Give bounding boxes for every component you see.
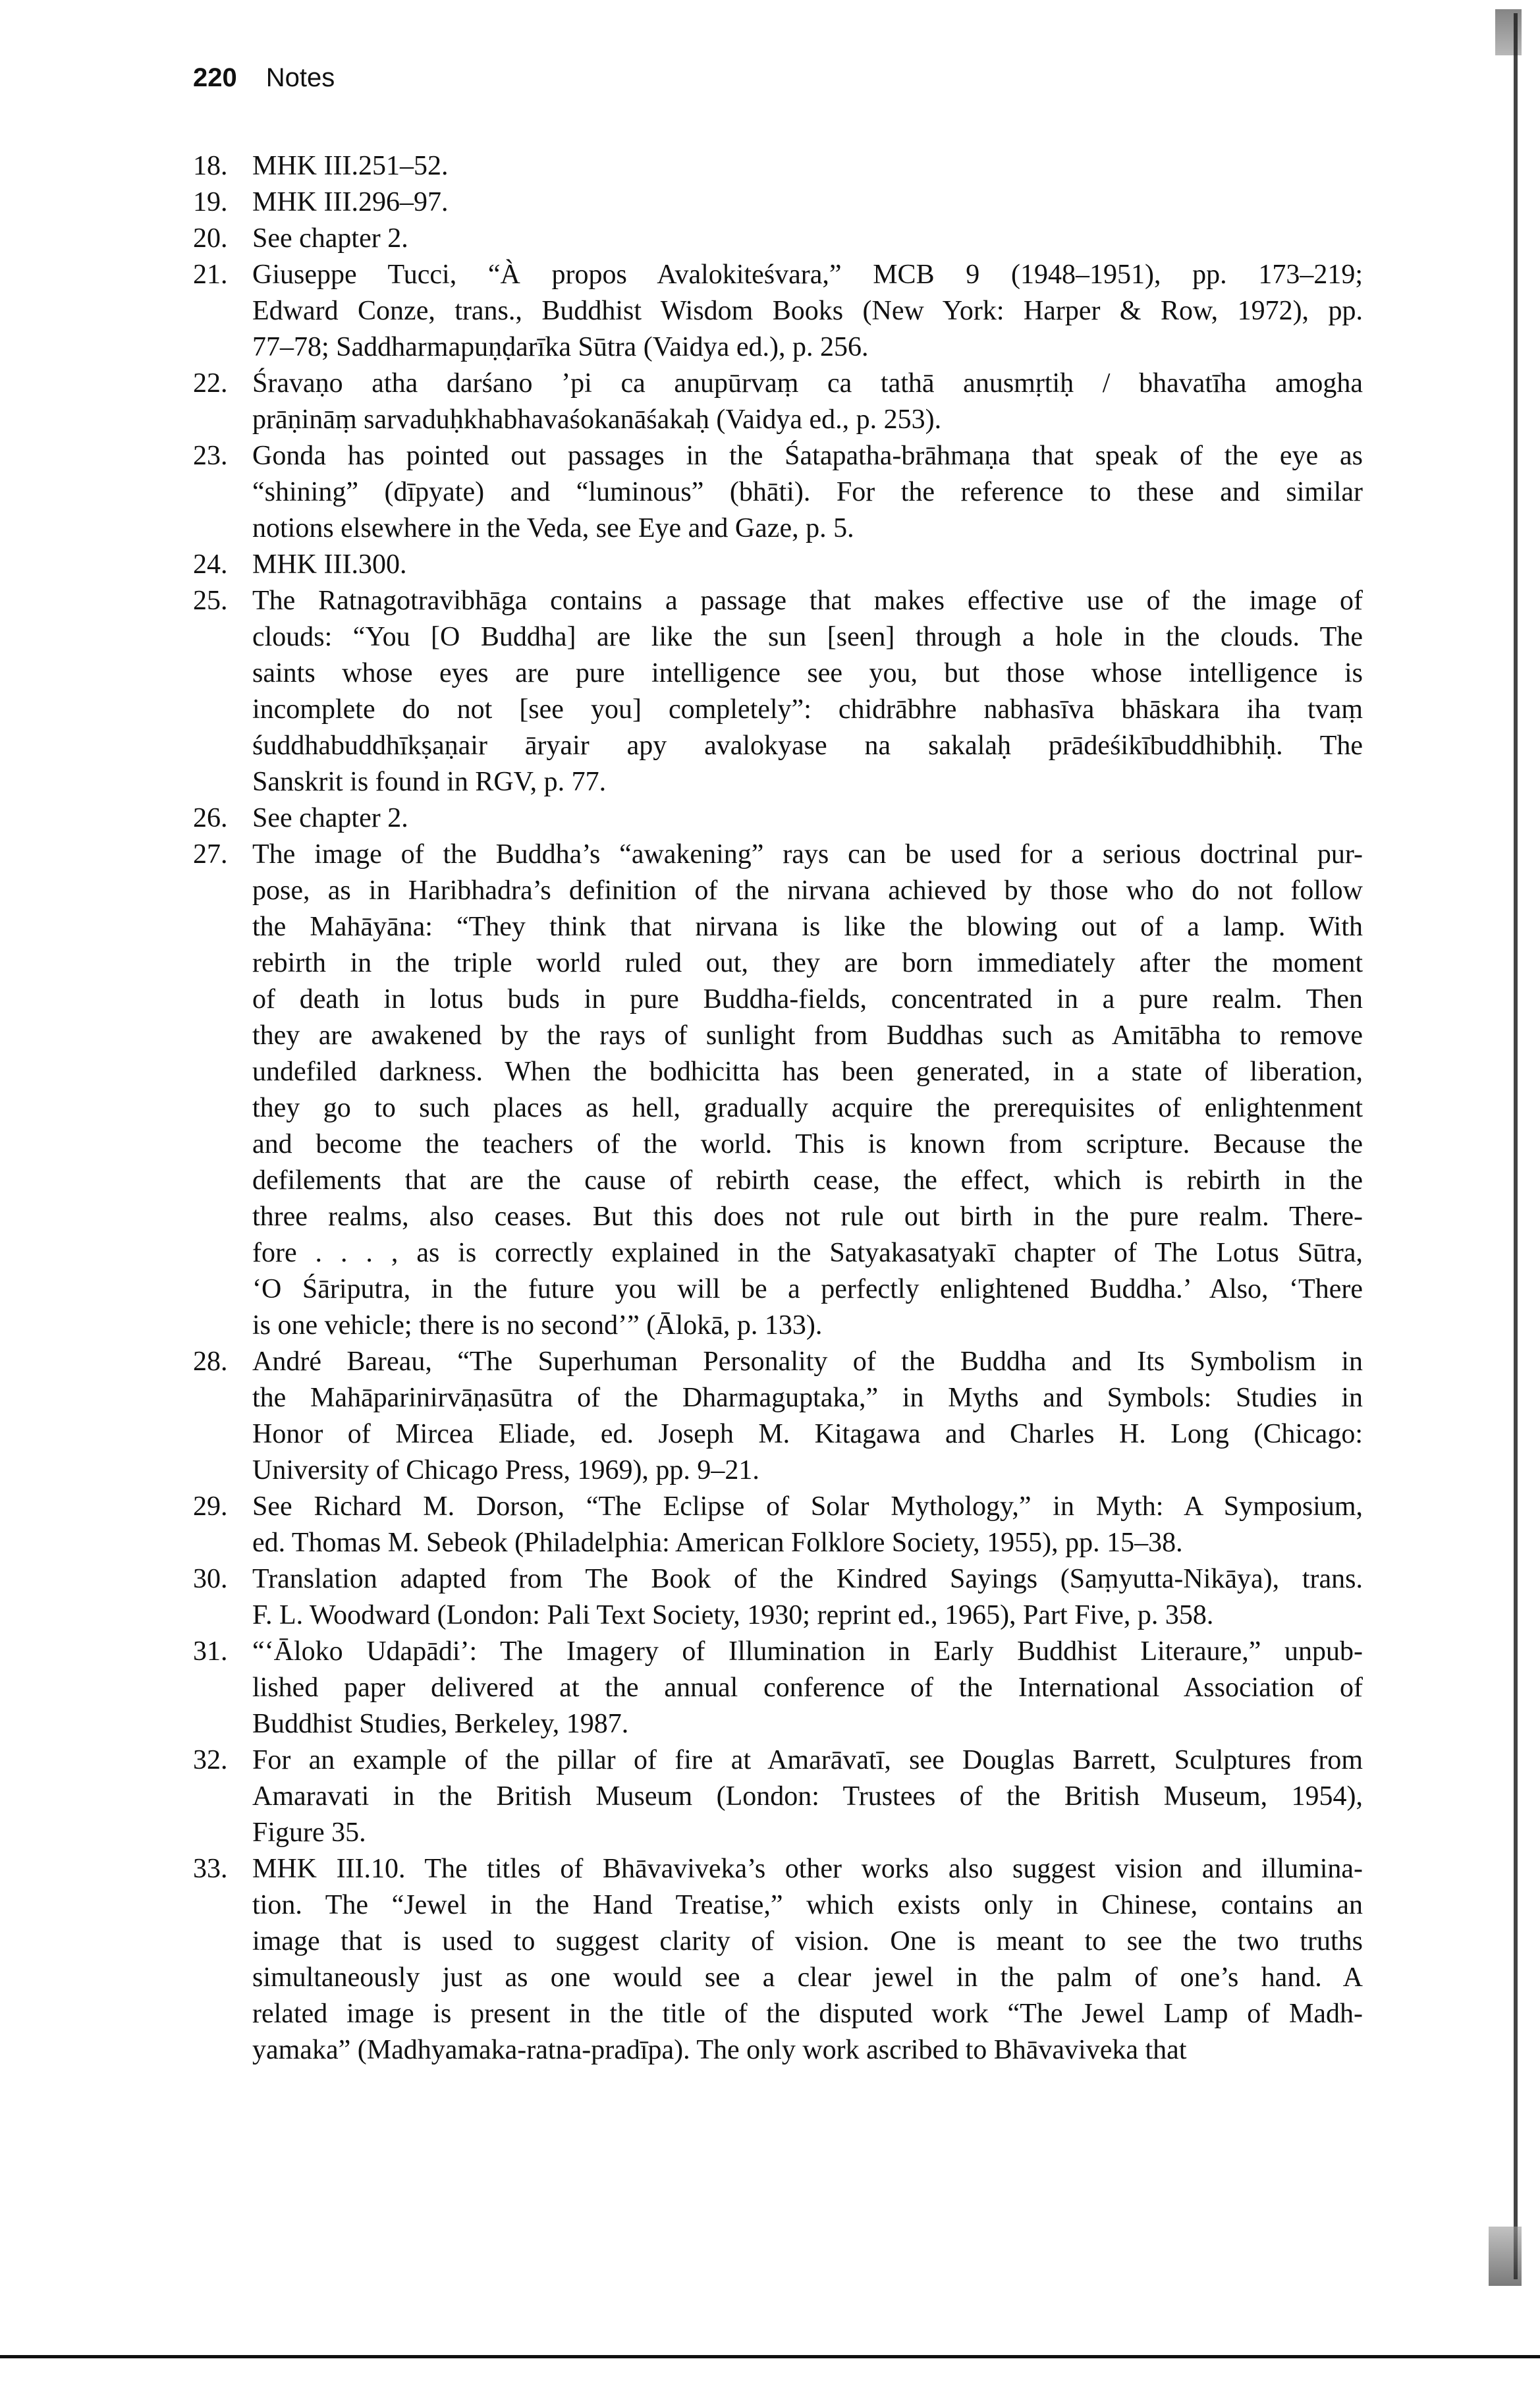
note-item xyxy=(0,1634,1540,1742)
note-text xyxy=(252,221,1363,257)
note-text xyxy=(252,1634,1363,1742)
note-number: 33. xyxy=(193,1854,228,1884)
note-number: 21. xyxy=(193,260,228,290)
note-line: they go to such places as hell, gradually acquire the prerequisites of enlightenment xyxy=(252,1093,1363,1123)
note-line: MHK III.296–97. xyxy=(252,187,449,217)
note-line: “shining” (dīpyate) and “luminous” (bhāti). For the reference to these and similar xyxy=(252,477,1363,507)
running-title: Notes xyxy=(265,63,335,92)
note-number: 24. xyxy=(193,549,228,580)
note-item xyxy=(0,1561,1540,1634)
note-item xyxy=(0,184,1540,221)
note-text xyxy=(252,583,1363,800)
note-line: Buddhist Studies, Berkeley, 1987. xyxy=(252,1709,629,1739)
note-item xyxy=(0,1489,1540,1561)
note-line: Śravaṇo atha darśano ’pi ca anupūrvaṃ ca tathā anusmṛtiḥ / bhavatīha amogha xyxy=(252,368,1363,399)
note-line: lished paper delivered at the annual conference of the International Association of xyxy=(252,1673,1363,1703)
note-line: “‘Āloko Udapādi’: The Imagery of Illumination in Early Buddhist Literaure,” unpub- xyxy=(252,1636,1363,1667)
note-number: 23. xyxy=(193,441,228,471)
note-item xyxy=(0,1851,1540,2068)
note-line: MHK III.10. The titles of Bhāvaviveka’s other works also suggest vision and illumina- xyxy=(252,1854,1363,1884)
note-number: 28. xyxy=(193,1346,228,1377)
note-line: saints whose eyes are pure intelligence see you, but those whose intelligence is xyxy=(252,658,1363,688)
scan-bottom-edge xyxy=(0,2355,1540,2358)
note-item xyxy=(0,583,1540,800)
note-line: the Mahāparinirvāṇasūtra of the Dharmaguptaka,” in Myths and Symbols: Studies in xyxy=(252,1383,1363,1413)
note-line: André Bareau, “The Superhuman Personality of the Buddha and Its Symbolism in xyxy=(252,1346,1363,1377)
note-item xyxy=(0,1742,1540,1851)
note-number: 32. xyxy=(193,1745,228,1775)
note-line: incomplete do not [see you] completely”: chidrābhre nabhasīva bhāskara iha tvaṃ xyxy=(252,694,1363,725)
note-line: rebirth in the triple world ruled out, they are born immediately after the moment xyxy=(252,948,1363,978)
note-line: See Richard M. Dorson, “The Eclipse of Solar Mythology,” in Myth: A Symposium, xyxy=(252,1491,1363,1522)
page-number: 220 xyxy=(193,63,237,92)
note-line: The image of the Buddha’s “awakening” rays can be used for a serious doctrinal pur- xyxy=(252,839,1363,870)
note-line: Giuseppe Tucci, “À propos Avalokiteśvara,” MCB 9 (1948–1951), pp. 173–219; xyxy=(252,260,1363,290)
note-line: three realms, also ceases. But this does not rule out birth in the pure realm. There- xyxy=(252,1202,1363,1232)
note-number: 20. xyxy=(193,223,228,254)
note-text xyxy=(252,837,1363,1344)
note-line: image that is used to suggest clarity of vision. One is meant to see the two truths xyxy=(252,1926,1363,1956)
note-line: of death in lotus buds in pure Buddha-fields, concentrated in a pure realm. Then xyxy=(252,984,1363,1014)
note-line: Figure 35. xyxy=(252,1817,366,1848)
note-line: ed. Thomas M. Sebeok (Philadelphia: American Folklore Society, 1955), pp. 15–38. xyxy=(252,1528,1183,1558)
note-line: undefiled darkness. When the bodhicitta has been generated, in a state of liberation, xyxy=(252,1057,1363,1087)
note-line: See chapter 2. xyxy=(252,803,408,833)
note-text xyxy=(252,438,1363,547)
note-line: they are awakened by the rays of sunlight from Buddhas such as Amitābha to remove xyxy=(252,1020,1363,1051)
note-line: śuddhabuddhīkṣaṇair āryair apy avalokyase na sakalaḥ prādeśikībuddhibhiḥ. The xyxy=(252,731,1363,761)
note-text xyxy=(252,148,1363,184)
note-number: 18. xyxy=(193,151,228,181)
note-line: Translation adapted from The Book of the Kindred Sayings (Saṃyutta-Nikāya), trans. xyxy=(252,1564,1363,1594)
note-text xyxy=(252,547,1363,583)
note-item xyxy=(0,148,1540,184)
note-number: 19. xyxy=(193,187,228,217)
note-item xyxy=(0,438,1540,547)
note-line: For an example of the pillar of fire at Amarāvatī, see Douglas Barrett, Sculptures from xyxy=(252,1745,1363,1775)
note-number: 29. xyxy=(193,1491,228,1522)
note-item xyxy=(0,800,1540,837)
note-text xyxy=(252,800,1363,837)
note-line: clouds: “You [O Buddha] are like the sun [seen] through a hole in the clouds. The xyxy=(252,622,1363,652)
note-line: 77–78; Saddharmapuṇḍarīka Sūtra (Vaidya ed.), p. 256. xyxy=(252,332,869,362)
note-line: related image is present in the title of the disputed work “The Jewel Lamp of Madh- xyxy=(252,1999,1363,2029)
note-line: Amaravati in the British Museum (London: Trustees of the British Museum, 1954), xyxy=(252,1781,1363,1812)
note-line: Edward Conze, trans., Buddhist Wisdom Books (New York: Harper & Row, 1972), pp. xyxy=(252,296,1363,326)
note-item xyxy=(0,547,1540,583)
note-number: 30. xyxy=(193,1564,228,1594)
note-line: See chapter 2. xyxy=(252,223,408,254)
note-item xyxy=(0,366,1540,438)
note-number: 31. xyxy=(193,1636,228,1667)
running-header xyxy=(193,63,335,103)
note-line: University of Chicago Press, 1969), pp. 9–21. xyxy=(252,1455,759,1485)
note-line: MHK III.300. xyxy=(252,549,407,580)
note-line: Sanskrit is found in RGV, p. 77. xyxy=(252,767,607,797)
note-text xyxy=(252,1561,1363,1634)
note-text xyxy=(252,1489,1363,1561)
note-text xyxy=(252,1742,1363,1851)
note-text xyxy=(252,366,1363,438)
note-number: 27. xyxy=(193,839,228,870)
note-text xyxy=(252,184,1363,221)
note-number: 25. xyxy=(193,586,228,616)
note-text xyxy=(252,257,1363,366)
note-line: fore . . . , as is correctly explained in the Satyakasatyakī chapter of The Lotus Sūtra, xyxy=(252,1238,1363,1268)
note-line: F. L. Woodward (London: Pali Text Society, 1930; reprint ed., 1965), Part Five, p. 358. xyxy=(252,1600,1214,1630)
note-item xyxy=(0,221,1540,257)
note-item xyxy=(0,257,1540,366)
scan-edge-line xyxy=(1514,13,1518,2279)
note-text xyxy=(252,1344,1363,1489)
scan-edge-mark-top xyxy=(1495,9,1522,55)
note-line: The Ratnagotravibhāga contains a passage that makes effective use of the image of xyxy=(252,586,1363,616)
note-line: Gonda has pointed out passages in the Śatapatha-brāhmaṇa that speak of the eye as xyxy=(252,441,1363,471)
note-line: defilements that are the cause of rebirth cease, the effect, which is rebirth in the xyxy=(252,1165,1363,1196)
note-number: 22. xyxy=(193,368,228,399)
note-line: MHK III.251–52. xyxy=(252,151,449,181)
note-line: is one vehicle; there is no second’” (Ālokā, p. 133). xyxy=(252,1310,823,1341)
note-line: yamaka” (Madhyamaka-ratna-pradīpa). The only work ascribed to Bhāvaviveka that xyxy=(252,2035,1187,2065)
note-item xyxy=(0,1344,1540,1489)
note-line: Honor of Mircea Eliade, ed. Joseph M. Kitagawa and Charles H. Long (Chicago: xyxy=(252,1419,1363,1449)
note-line: ‘O Śāriputra, in the future you will be a perfectly enlightened Buddha.’ Also, ‘There xyxy=(252,1274,1363,1304)
note-line: the Mahāyāna: “They think that nirvana is like the blowing out of a lamp. With xyxy=(252,912,1363,942)
note-item xyxy=(0,837,1540,1344)
note-line: tion. The “Jewel in the Hand Treatise,” which exists only in Chinese, contains an xyxy=(252,1890,1363,1920)
note-line: and become the teachers of the world. This is known from scripture. Because the xyxy=(252,1129,1363,1159)
note-line: pose, as in Haribhadra’s definition of the nirvana achieved by those who do not follow xyxy=(252,875,1363,906)
scan-edge-mark-bottom xyxy=(1489,2227,1522,2286)
note-number: 26. xyxy=(193,803,228,833)
note-text xyxy=(252,1851,1363,2068)
note-line: simultaneously just as one would see a clear jewel in the palm of one’s hand. A xyxy=(252,1962,1363,1993)
note-line: notions elsewhere in the Veda, see Eye and Gaze, p. 5. xyxy=(252,513,854,543)
note-line: prāṇināṃ sarvaduḥkhabhavaśokanāśakaḥ (Vaidya ed., p. 253). xyxy=(252,404,942,435)
